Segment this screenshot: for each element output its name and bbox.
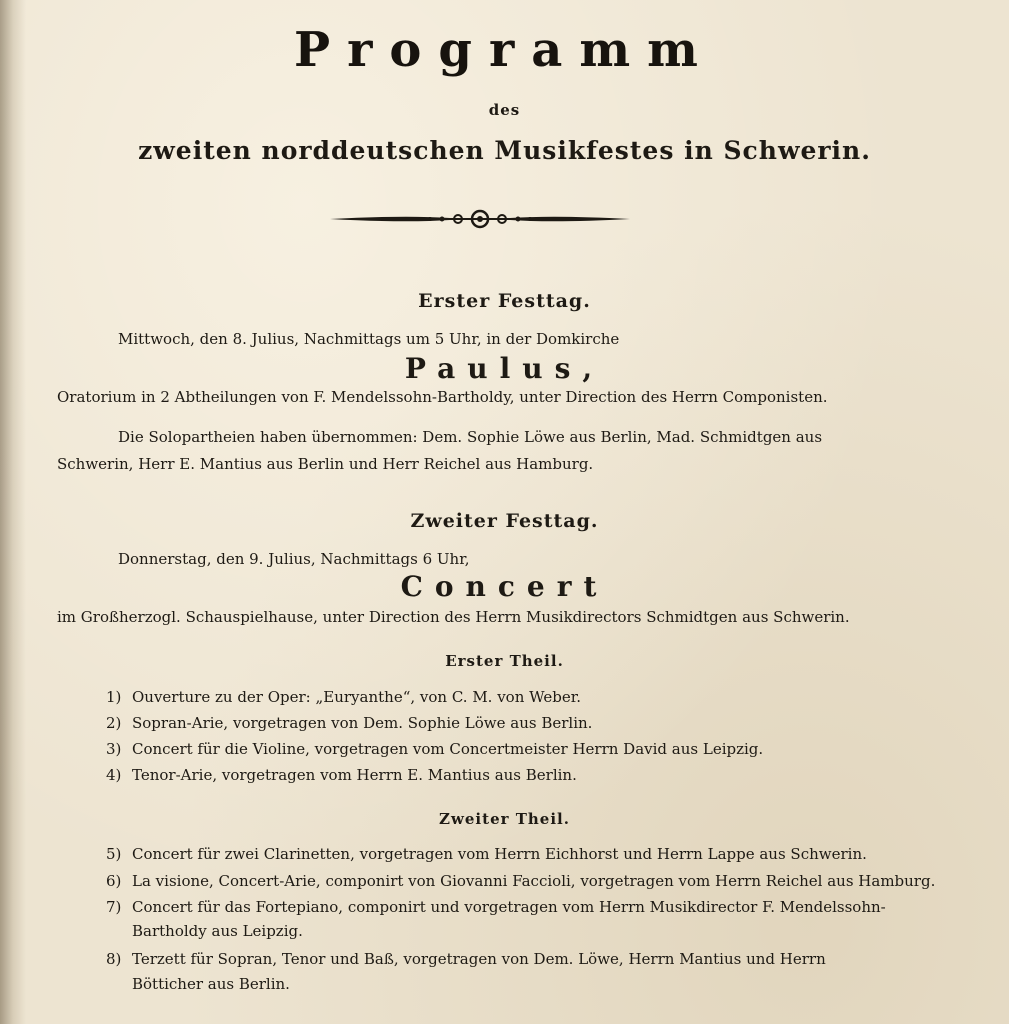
day2-work-title: Concert bbox=[400, 570, 609, 603]
list-item bbox=[106, 872, 935, 890]
item-text: Tenor-Arie, vorgetragen vom Herrn E. Mantius aus Berlin. bbox=[132, 766, 577, 784]
item-number: 1) bbox=[106, 688, 122, 706]
part2-heading: Zweiter Theil. bbox=[439, 810, 570, 828]
item-number: 7) bbox=[106, 898, 122, 916]
list-item bbox=[106, 845, 867, 863]
item-number: 6) bbox=[106, 872, 122, 890]
program-subtitle: zweiten norddeutschen Musikfestes in Schwerin. bbox=[138, 136, 871, 165]
item-number: 8) bbox=[106, 950, 122, 968]
title-des: des bbox=[488, 101, 521, 119]
part1-heading: Erster Theil. bbox=[445, 652, 564, 670]
day1-date-line: Mittwoch, den 8. Julius, Nachmittags um 5 Uhr, in der Domkirche bbox=[118, 330, 620, 348]
list-item bbox=[106, 766, 577, 784]
day2-date-line: Donnerstag, den 9. Julius, Nachmittags 6 Uhr, bbox=[118, 550, 470, 568]
day1-work-title: Paulus, bbox=[404, 352, 605, 385]
item-text: La visione, Concert-Arie, componirt von Giovanni Faccioli, vorgetragen vom Herrn Reichel aus Hamburg. bbox=[132, 872, 936, 890]
day1-work-line: Oratorium in 2 Abtheilungen von F. Mendelssohn-Bartholdy, unter Direction des Herrn Componisten. bbox=[57, 388, 828, 406]
item-number: 2) bbox=[106, 714, 122, 732]
list-item-continuation: Bartholdy aus Leipzig. bbox=[132, 922, 303, 940]
list-item bbox=[106, 714, 592, 732]
program-title: Programm bbox=[294, 22, 715, 78]
list-item bbox=[106, 950, 826, 968]
item-text: Concert für zwei Clarinetten, vorgetragen vom Herrn Eichhorst und Herrn Lappe aus Schwerin. bbox=[132, 845, 867, 863]
item-text: Sopran-Arie, vorgetragen von Dem. Sophie Löwe aus Berlin. bbox=[132, 714, 593, 732]
item-number: 4) bbox=[106, 766, 122, 784]
item-text: Ouverture zu der Oper: „Euryanthe“, von C. M. von Weber. bbox=[132, 688, 581, 706]
list-item bbox=[106, 688, 581, 706]
day2-heading: Zweiter Festtag. bbox=[410, 510, 599, 532]
day1-soloists-line1: Die Solopartheien haben übernommen: Dem. Sophie Löwe aus Berlin, Mad. Schmidtgen aus bbox=[118, 428, 823, 446]
day1-heading: Erster Festtag. bbox=[418, 290, 591, 312]
item-number: 5) bbox=[106, 845, 122, 863]
list-item-continuation: Bötticher aus Berlin. bbox=[132, 975, 290, 993]
ornament-divider-icon bbox=[330, 202, 630, 236]
list-item bbox=[106, 898, 886, 916]
item-text: Concert für das Fortepiano, componirt und vorgetragen vom Herrn Musikdirector F. Mendelssohn- bbox=[132, 898, 886, 916]
item-text: Terzett für Sopran, Tenor und Baß, vorgetragen von Dem. Löwe, Herrn Mantius und Herrn bbox=[132, 950, 826, 968]
list-item bbox=[106, 740, 763, 758]
day1-soloists-line2: Schwerin, Herr E. Mantius aus Berlin und Herr Reichel aus Hamburg. bbox=[57, 455, 594, 473]
item-text: Concert für die Violine, vorgetragen vom Concertmeister Herrn David aus Leipzig. bbox=[132, 740, 764, 758]
day2-work-line: im Großherzogl. Schauspielhause, unter Direction des Herrn Musikdirectors Schmidtgen aus Schwerin. bbox=[57, 608, 850, 626]
item-number: 3) bbox=[106, 740, 122, 758]
